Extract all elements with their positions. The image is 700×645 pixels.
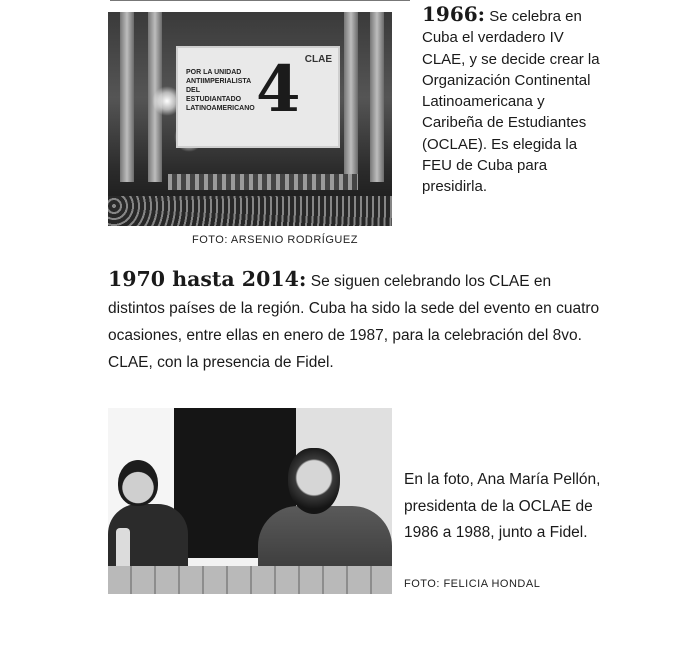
banner (176, 46, 340, 148)
year-1966: 1966: (422, 2, 486, 26)
balcony (168, 174, 358, 190)
man-head (288, 448, 340, 514)
column (120, 12, 134, 182)
text-1970-2014 (108, 266, 608, 376)
body-1966: Se celebra en Cuba el verdadero IV CLAE, y se decide crear la Organización Continental Latinoamericana y Caribeña de Estudiantes (OCLAE). Es elegida la FEU de Cuba para presidirla. (422, 8, 600, 196)
top-rule (110, 0, 410, 5)
woman-head (118, 460, 158, 506)
banner-logo: CLAE (304, 54, 332, 65)
crowd (108, 196, 392, 226)
photo-caption: En la foto, Ana María Pellón, presidenta de la OCLAE de 1986 a 1988, junto a Fidel. (404, 471, 601, 541)
banner-text: POR LA UNIDAD ANTIIMPERIALISTA DEL ESTUDIANTADO LATINOAMERICANO (186, 69, 255, 112)
table-front (108, 566, 392, 594)
photo-building-banner (108, 12, 392, 226)
text-1966 (422, 4, 602, 198)
photo-credit: FOTO: ARSENIO RODRÍGUEZ (192, 234, 358, 246)
column (344, 12, 358, 182)
banner-number: 4 (256, 52, 301, 127)
bottle (116, 528, 130, 568)
body-1970-2014: Se siguen celebrando los CLAE en distintos países de la región. Cuba ha sido la sede del evento en cuatro ocasiones, entre ellas en enero de 1987, para la celebración del 8vo. CLAE, con la presencia de Fidel. (108, 273, 600, 371)
photo-fidel-table (108, 408, 392, 594)
photo-credit: FOTO: FELICIA HONDAL (404, 578, 541, 590)
column (370, 12, 384, 182)
years-1970-2014: 1970 hasta 2014: (108, 267, 307, 291)
